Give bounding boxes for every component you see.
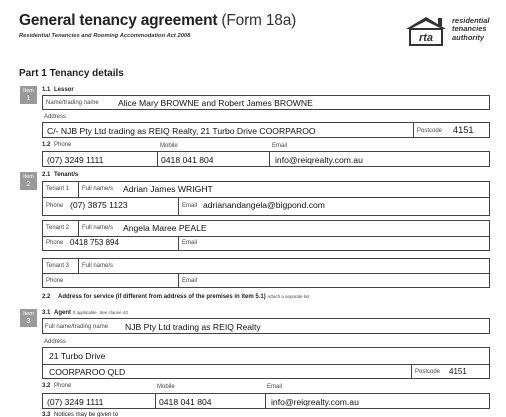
lessor-contact-row — [42, 151, 490, 167]
lessor-name-value: Alice Mary BROWNE and Robert James BROWNE — [118, 98, 313, 108]
agent-phone-value[interactable]: (07) 3249 1111 — [47, 397, 104, 407]
lessor-mobile-value[interactable]: 0418 041 804 — [161, 155, 214, 165]
item-badge-3: Item 3 — [20, 309, 37, 327]
part-title: Part 1 Tenancy details — [19, 68, 124, 79]
lessor-address-field[interactable]: C/- NJB Pty Ltd trading as REIQ Realty, 21 Turbo Drive COORPAROO Postcode 4151 — [42, 122, 490, 138]
agent-address-line2: COORPAROO QLD — [49, 367, 126, 377]
lessor-phone-value[interactable]: (07) 3249 1111 — [47, 155, 104, 165]
logo-abbr: rta — [418, 32, 434, 44]
agent-address-field[interactable]: 21 Turbo Drive COORPAROO QLD Postcode 4151 — [42, 347, 490, 379]
lessor-heading: 1.1 Lessor — [42, 87, 74, 93]
tenant-2-phone[interactable]: 0418 753 894 — [70, 238, 119, 247]
item-badge-1: Item 1 — [20, 86, 37, 104]
house-logo-icon — [404, 15, 448, 47]
tenant-1-email[interactable]: adrianandangela@bigpond.com — [203, 200, 325, 210]
tenant-1-block: Tenant 1 Full name/s Adrian James WRIGHT Phone (07) 3875 1123 Email adrianandangela@bigpond.com — [42, 181, 490, 216]
agent-email-value[interactable]: info@reiqrealty.com.au — [271, 397, 359, 407]
service-address-heading: 2.2 Address for service (if different from address of the premises in item 5.1) Attach a separate list — [42, 294, 310, 300]
agent-contact-heading: 3.2 Phone — [42, 383, 72, 389]
agent-heading: 3.1 Agent If applicable. See clause 43 — [42, 310, 128, 316]
agent-name-field[interactable]: Full name/trading name NJB Pty Ltd trading as REIQ Realty — [42, 318, 490, 334]
lessor-postcode-value: 4151 — [453, 125, 474, 135]
tenant-3-block: Tenant 3 Full name/s Phone Email — [42, 258, 490, 288]
tenant-1-name[interactable]: Adrian James WRIGHT — [123, 184, 213, 194]
lessor-email-value[interactable]: info@reiqrealty.com.au — [275, 155, 363, 165]
lessor-name-field[interactable]: Name/trading name Alice Mary BROWNE and Robert James BROWNE — [42, 95, 490, 110]
lessor-address-label: Address — [44, 114, 67, 120]
tenant-2-block: Tenant 2 Full name/s Angela Maree PEALE Phone 0418 753 894 Email — [42, 220, 490, 251]
tenants-heading: 2.1 Tenant/s — [42, 172, 79, 178]
agent-mobile-value[interactable]: 0418 041 804 — [159, 397, 212, 407]
logo-words: residential tenancies authority — [452, 16, 490, 42]
form-title — [19, 12, 296, 30]
lessor-contact-heading: 1.2 Phone — [42, 142, 72, 148]
agent-name-value: NJB Pty Ltd trading as REIQ Realty — [125, 322, 261, 332]
agent-postcode-value: 4151 — [449, 367, 467, 376]
item-badge-2: Item 2 — [20, 172, 37, 190]
agent-contact-row — [42, 393, 490, 409]
lessor-address-value: C/- NJB Pty Ltd trading as REIQ Realty, 21 Turbo Drive COORPAROO — [47, 126, 316, 136]
tenant-2-name[interactable]: Angela Maree PEALE — [123, 223, 207, 233]
agent-address-label: Address — [44, 339, 67, 345]
form-number: (Form 18a) — [221, 12, 297, 29]
form-title-main: General tenancy agreement — [19, 12, 218, 29]
act-subtitle: Residential Tenancies and Rooming Accommodation Act 2008 — [19, 33, 191, 39]
notices-heading: 3.3 Notices may be given to — [42, 412, 119, 417]
rta-logo — [404, 15, 500, 49]
tenant-1-phone[interactable]: (07) 3875 1123 — [70, 200, 128, 210]
agent-address-line1: 21 Turbo Drive — [49, 351, 106, 361]
